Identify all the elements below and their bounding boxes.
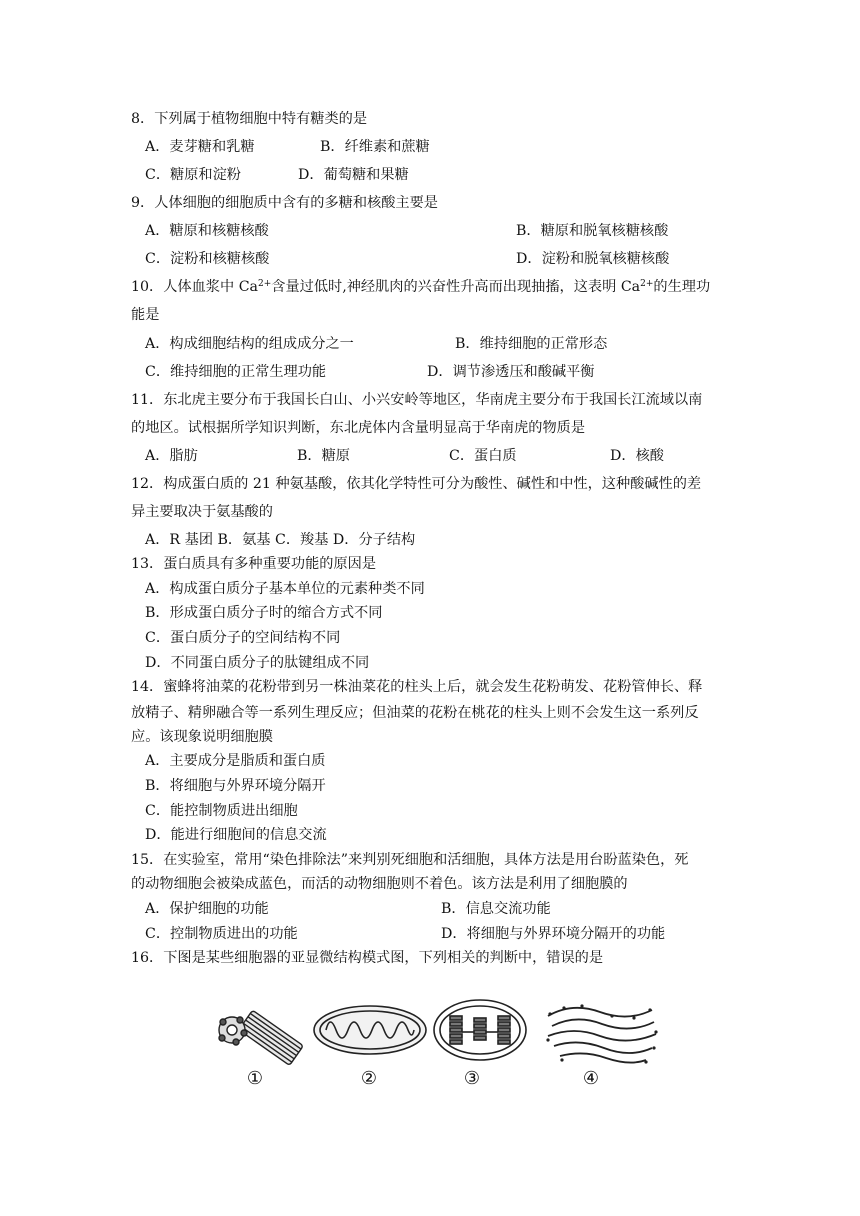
q12-options: A．R 基团 B．氨基 C．羧基 D．分子结构	[145, 532, 416, 548]
figure-label-4: ④	[582, 1068, 600, 1089]
q8-option-b: B．纤维素和蔗糖	[320, 139, 430, 155]
q14-option-c: C．能控制物质进出细胞	[145, 803, 298, 819]
q15-option-b: B．信息交流功能	[441, 901, 551, 917]
q15-stem-line1: 15．在实验室，常用“染色排除法”来判别死细胞和活细胞，具体方法是用台盼蓝染色，死	[131, 852, 689, 868]
q14-stem-line2: 放精子、精卵融合等一系列生理反应；但油菜的花粉在桃花的柱头上则不会发生这一系列反	[131, 705, 699, 721]
q11-stem-line2: 的地区。试根据所学知识判断，东北虎体内含量明显高于华南虎的物质是	[131, 420, 586, 436]
q13-stem: 13．蛋白质具有多种重要功能的原因是	[131, 556, 377, 572]
figure-label-1: ①	[246, 1068, 264, 1089]
q13-option-b: B．形成蛋白质分子时的缩合方式不同	[145, 605, 383, 621]
q11-option-d: D．核酸	[610, 448, 664, 464]
q13-option-a: A．构成蛋白质分子基本单位的元素种类不同	[145, 581, 425, 597]
q11-option-a: A．脂肪	[145, 448, 198, 464]
q13-option-d: D．不同蛋白质分子的肽键组成不同	[145, 655, 370, 671]
q8-option-c: C．糖原和淀粉	[145, 167, 241, 183]
q14-option-d: D．能进行细胞间的信息交流	[145, 827, 327, 843]
q9-option-b: B．糖原和脱氧核糖核酸	[516, 223, 669, 239]
q11-option-b: B．糖原	[297, 448, 350, 464]
q11-stem-line1: 11．东北虎主要分布于我国长白山、小兴安岭等地区，华南虎主要分布于我国长江流域以南	[131, 392, 703, 408]
q12-stem-line2: 异主要取决于氨基酸的	[131, 504, 273, 520]
q11-option-c: C．蛋白质	[449, 448, 517, 464]
chloroplast-figure	[434, 1000, 526, 1060]
q14-option-b: B．将细胞与外界环境分隔开	[145, 778, 326, 794]
centriole-figure	[219, 1010, 303, 1065]
q8-option-d: D．葡萄糖和果糖	[298, 167, 409, 183]
q12-stem-line1: 12．构成蛋白质的 21 种氨基酸，依其化学特性可分为酸性、碱性和中性，这种酸碱性的差	[131, 476, 702, 492]
q15-stem-line2: 的动物细胞会被染成蓝色，而活的动物细胞则不着色。该方法是利用了细胞膜的	[131, 876, 628, 892]
q16-stem: 16．下图是某些细胞器的亚显微结构模式图，下列相关的判断中，错误的是	[131, 950, 604, 966]
q15-option-a: A．保护细胞的功能	[145, 901, 269, 917]
q14-option-a: A．主要成分是脂质和蛋白质	[145, 753, 326, 769]
q10-option-c: C．维持细胞的正常生理功能	[145, 364, 327, 380]
q10-option-b: B．维持细胞的正常形态	[455, 336, 608, 352]
q9-option-a: A．糖原和核糖核酸	[145, 223, 269, 239]
q8-option-a: A．麦芽糖和乳糖	[145, 139, 255, 155]
endoplasmic-reticulum-figure	[546, 1004, 657, 1063]
q9-stem: 9．人体细胞的细胞质中含有的多糖和核酸主要是	[131, 195, 438, 211]
q14-stem-line1: 14．蜜蜂将油菜的花粉带到另一株油菜花的柱头上后，就会发生花粉萌发、花粉管伸长、释	[131, 679, 703, 695]
q8-stem: 8．下列属于植物细胞中特有糖类的是	[131, 111, 368, 127]
q10-option-d: D．调节渗透压和酸碱平衡	[427, 364, 595, 380]
q10-option-a: A．构成细胞结构的组成成分之一	[145, 336, 354, 352]
q15-option-c: C．控制物质进出的功能	[145, 926, 298, 942]
figure-label-3: ③	[463, 1068, 481, 1089]
q10-stem-line2: 能是	[131, 307, 160, 323]
q9-option-c: C．淀粉和核糖核酸	[145, 251, 270, 267]
q10-stem-line1: 10．人体血浆中 $Ca^{2+}$含量过低时,神经肌肉的兴奋性升高而出现抽搐，这表明 $Ca^{2+}$的生理功	[131, 279, 711, 295]
q9-option-d: D．淀粉和脱氧核糖核酸	[516, 251, 670, 267]
q14-stem-line3: 应。该现象说明细胞膜	[131, 729, 273, 745]
q15-option-d: D．将细胞与外界环境分隔开的功能	[441, 926, 666, 942]
q13-option-c: C．蛋白质分子的空间结构不同	[145, 630, 341, 646]
mitochondrion-figure	[314, 1006, 426, 1054]
figure-label-2: ②	[360, 1068, 378, 1089]
